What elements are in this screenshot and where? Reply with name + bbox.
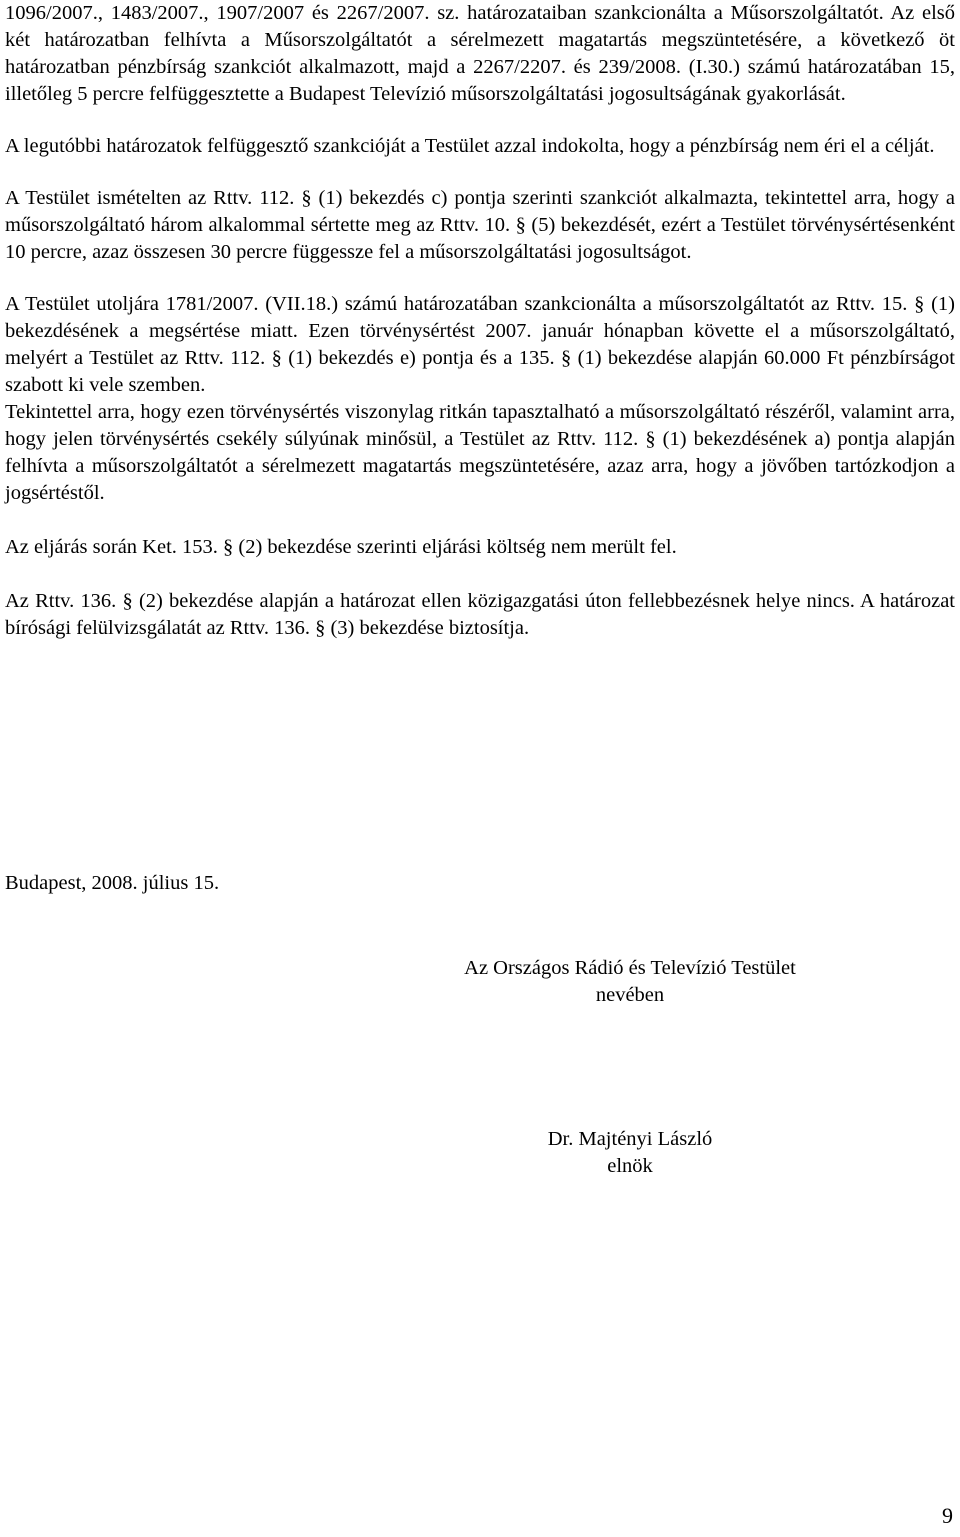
paragraph-repeated-sanction: A Testület ismételten az Rttv. 112. § (1) bekezdés c) pontja szerinti szankciót alkalmazta, tekintettel arra, hogy a műsorszolgáltató három alkalommal sértette meg az Rttv. 10. § (5) bekezdését, ezért a Testület törvénysértésenként 10 percre, azaz összesen 30 percre függessze fel a műsorszolgáltatási jogosultságot. [5, 187, 955, 263]
signatory-block [520, 1126, 740, 1180]
paragraph-warning-decision: Tekintettel arra, hogy ezen törvénysértés viszonylag ritkán tapasztalható a műsorszolgáltató részéről, valamint arra, hogy jelen törvénysértés csekély súlyúnak minősül, a Testület az Rttv. 112. § (1) bekezdésének a) pontja alapján felhívta a műsorszolgáltatót a sérelmezett magatartás megszüntetésére, azaz arra, hogy a jövőben tartózkodjon a jogsértéstől. [5, 401, 955, 504]
signatory-title: elnök [607, 1155, 653, 1177]
signatory-name: Dr. Majtényi László [547, 1128, 713, 1150]
paragraph-legal-remedy: Az Rttv. 136. § (2) bekezdése alapján a határozat ellen közigazgatási úton fellebbezésnek helye nincs. A határozat bírósági felülvizsgálatát az Rttv. 136. § (3) bekezdése biztosítja. [5, 590, 955, 639]
signature-body-capacity: nevében [595, 984, 665, 1006]
paragraph-suspension-reasoning: A legutóbbi határozatok felfüggesztő szankcióját a Testület azzal indokolta, hogy a pénzbírság nem éri el a célját. [5, 135, 935, 157]
place-and-date: Budapest, 2008. július 15. [5, 872, 220, 894]
signature-body-name: Az Országos Rádió és Televízió Testület [464, 957, 796, 979]
signature-body-block [440, 955, 820, 1009]
paragraph-last-sanction: A Testület utoljára 1781/2007. (VII.18.) számú határozatában szankcionálta a műsorszolgáltatót az Rttv. 15. § (1) bekezdésének a megsértése miatt. Ezen törvénysértést 2007. január hónapban követte el a műsorszolgáltató, melyért a Testület az Rttv. 112. § (1) bekezdés e) pontja és a 135. § (1) bekezdése alapján 60.000 Ft pénzbírságot szabott ki vele szemben. [5, 293, 955, 396]
page-number: 9 [942, 1503, 953, 1528]
paragraph-sanctions-history: 1096/2007., 1483/2007., 1907/2007 és 2267/2007. sz. határozataiban szankcionálta a Műsorszolgáltatót. Az első két határozatban felhívta a Műsorszolgáltatót a sérelmezett magatartás megszüntetésére, a következő öt határozatban pénzbírság szankciót alkalmazott, majd a 2267/2207. és 239/2008. (I.30.) számú határozatában 15, illetőleg 5 percre felfüggesztette a Budapest Televízió műsorszolgáltatási jogosultságának gyakorlását. [5, 2, 955, 105]
document-body [5, 0, 955, 642]
paragraph-procedure-costs: Az eljárás során Ket. 153. § (2) bekezdése szerinti eljárási költség nem merült fel. [5, 536, 677, 558]
